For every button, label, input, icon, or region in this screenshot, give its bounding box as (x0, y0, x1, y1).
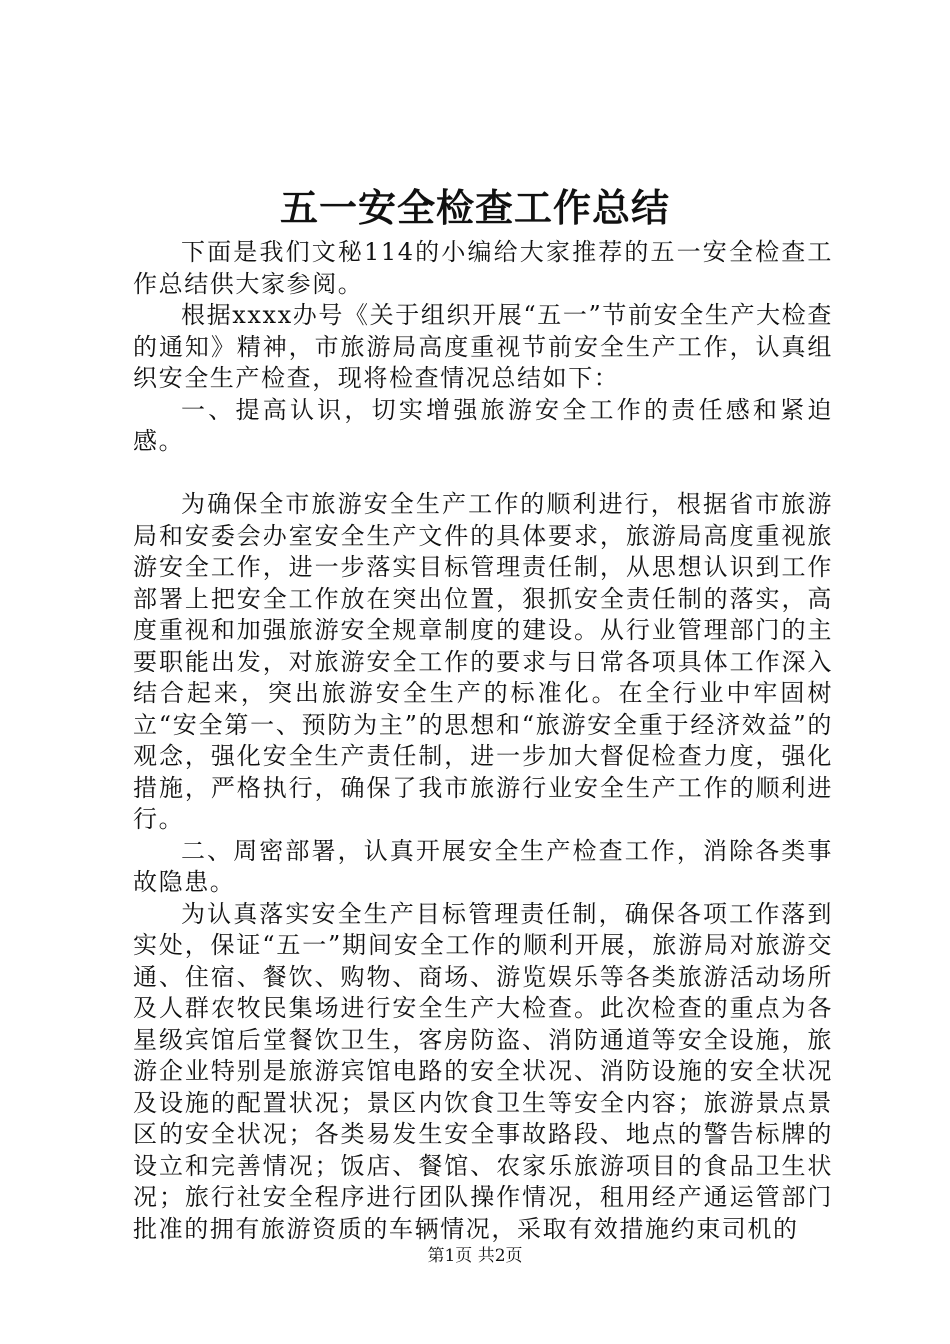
page-footer: 第1页 共2页 (427, 1246, 523, 1266)
paragraph-intro: 下面是我们文秘114的小编给大家推荐的五一安全检查工作总结供大家参阅。 (133, 238, 833, 298)
section-heading-1: 一、提高认识，切实增强旅游安全工作的责任感和紧迫感。 (133, 395, 833, 455)
paragraph-section-1: 为确保全市旅游安全生产工作的顺利进行，根据省市旅游局和安委会办室安全生产文件的具体要求，旅游局高度重视旅游安全工作，进一步落实目标管理责任制，从思想认识到工作部署上把安全工作放在突出位置，狠抓安全责任制的落实，高度重视和加强旅游安全规章制度的建设。从行业管理部门的主要职能出发，对旅游安全工作的要求与日常各项具体工作深入结合起来，突出旅游安全生产的标准化。在全行业中牢固树立“安全第一、预防为主”的思想和“旅游安全重于经济效益”的观念，强化安全生产责任制，进一步加大督促检查力度，强化措施，严格执行，确保了我市旅游行业安全生产工作的顺利进行。 (133, 490, 833, 833)
paragraph-background: 根据xxxx办号《关于组织开展“五一”节前安全生产大检查的通知》精神，市旅游局高度重视节前安全生产工作，认真组织安全生产检查，现将检查情况总结如下： (133, 301, 833, 392)
paragraph-section-2: 为认真落实安全生产目标管理责任制，确保各项工作落到实处，保证“五一”期间安全工作的顺利开展，旅游局对旅游交通、住宿、餐饮、购物、商场、游览娱乐等各类旅游活动场所及人群农牧民集场进行安全生产大检查。此次检查的重点为各星级宾馆后堂餐饮卫生，客房防盗、消防通道等安全设施，旅游企业特别是旅游宾馆电路的安全状况、消防设施的安全状况及设施的配置状况；景区内饮食卫生等安全内容；旅游景点景区的安全状况；各类易发生安全事故路段、地点的警告标牌的设立和完善情况；饭店、餐馆、农家乐旅游项目的食品卫生状况；旅行社安全程序进行团队操作情况，租用经产通运管部门批准的拥有旅游资质的车辆情况，采取有效措施约束司机的 (133, 899, 833, 1243)
document-body (133, 237, 833, 1245)
section-heading-2: 二、周密部署，认真开展安全生产检查工作，消除各类事故隐患。 (133, 836, 833, 896)
page-title: 五一安全检查工作总结 (279, 185, 670, 230)
